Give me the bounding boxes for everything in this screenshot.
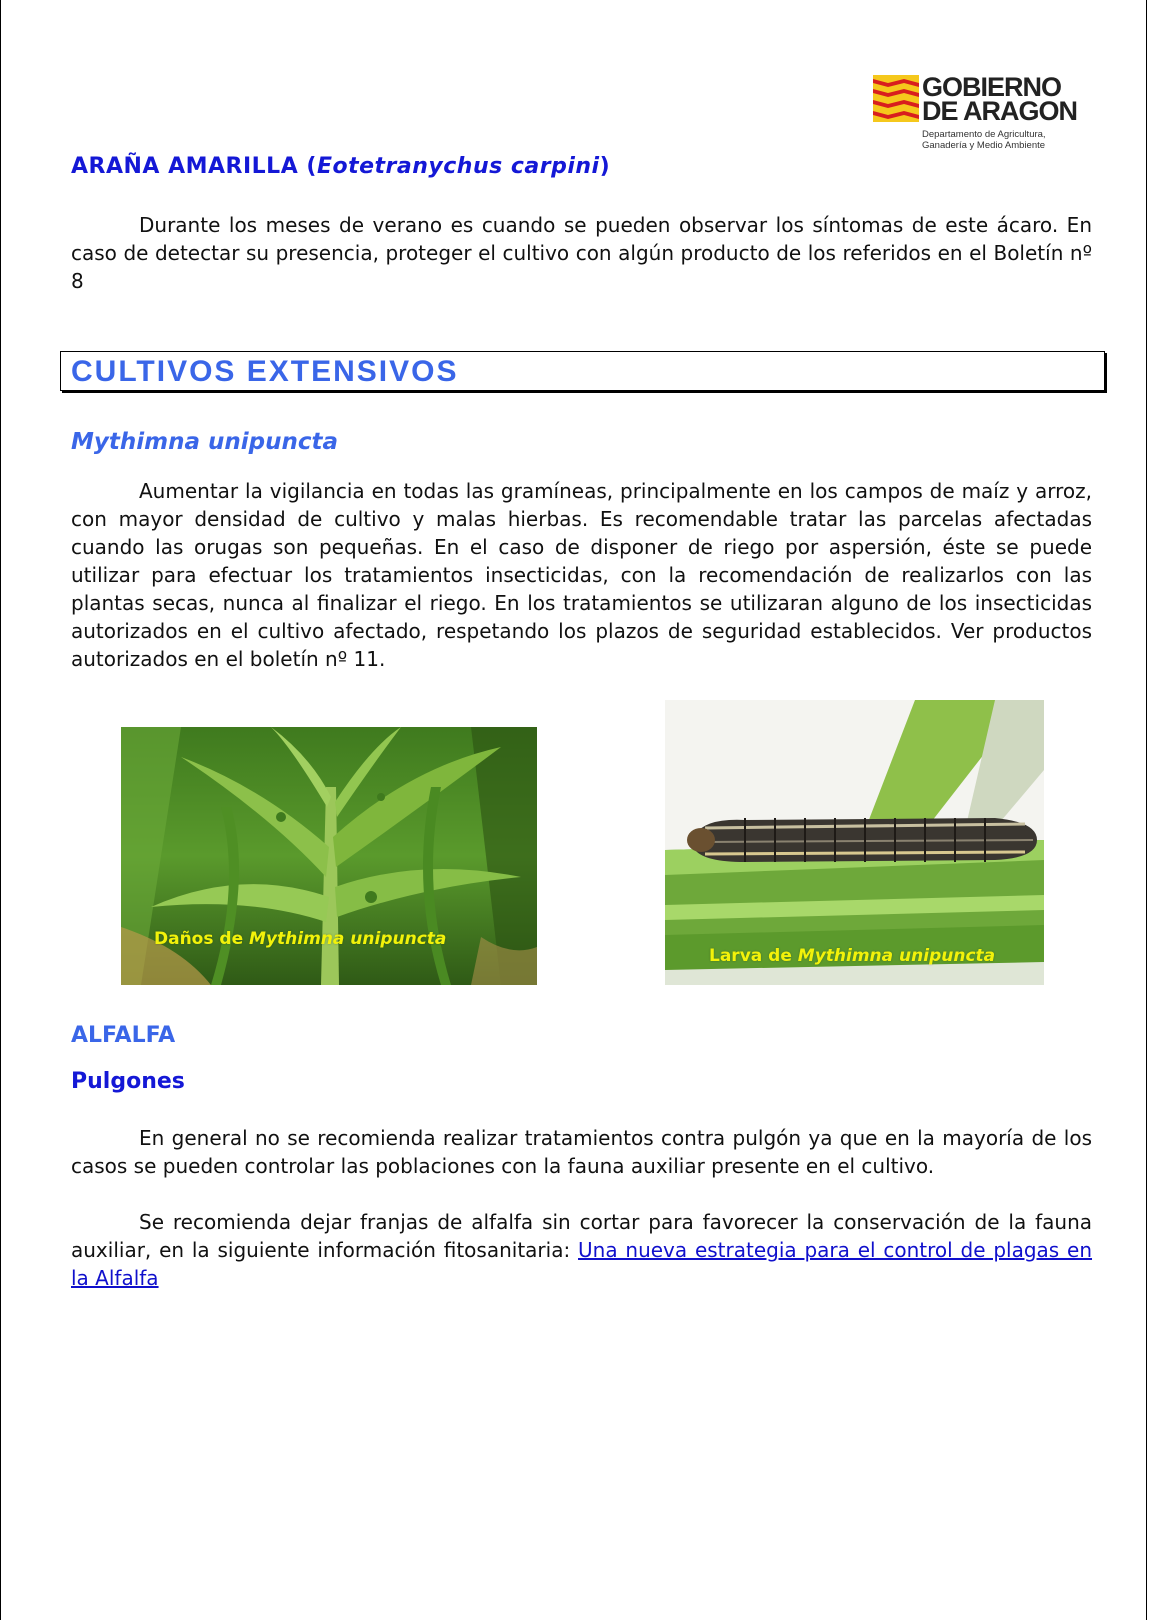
- logo-text-line1: GOBIERNO: [922, 72, 1062, 102]
- aragon-flag-icon: [873, 75, 919, 122]
- alfalfa-strategy-link[interactable]: Una nueva estrategia para el control de plagas en la Alfalfa: [71, 1238, 1093, 1290]
- photo-mythimna-damage: [121, 727, 537, 985]
- photo2-caption-prefix: Larva de: [709, 946, 798, 966]
- mythimna-heading: Mythimna unipuncta: [71, 429, 338, 455]
- arana-amarilla-heading: [71, 154, 610, 179]
- alfalfa-heading: ALFALFA: [71, 1023, 176, 1048]
- logo-text-line2: DE ARAGON: [922, 96, 1078, 126]
- logo-department-line1: Departamento de Agricultura,: [922, 129, 1046, 140]
- pulgones-paragraph: En general no se recomienda realizar tratamientos contra pulgón ya que en la mayoría de los casos se pueden controlar las poblaciones con la fauna auxiliar presente en el cultivo.: [71, 1126, 1092, 1178]
- photo1-caption-prefix: Daños de: [154, 929, 250, 949]
- photo2-caption: [709, 946, 995, 966]
- arana-heading-prefix: ARAÑA AMARILLA (: [71, 154, 317, 179]
- franjas-paragraph: [71, 1208, 1092, 1292]
- section-banner-title: CULTIVOS EXTENSIVOS: [71, 355, 459, 388]
- larva-image: [665, 700, 1044, 985]
- arana-heading-suffix: ): [599, 154, 611, 179]
- arana-heading-species: Eotetranychus carpini: [316, 154, 600, 179]
- photo-mythimna-larva: [665, 700, 1044, 985]
- pulgones-heading: Pulgones: [71, 1069, 185, 1094]
- photo1-caption-species: Mythimna unipuncta: [249, 929, 447, 949]
- section-banner: [60, 351, 1105, 391]
- gobierno-aragon-logo: [872, 72, 1090, 156]
- mythimna-paragraph: Aumentar la vigilancia en todas las gramíneas, principalmente en los campos de maíz y arroz, con mayor densidad de cultivo y malas hierbas. Es recomendable tratar las parcelas afectadas cuando las orugas son pequeñas. En el caso de disponer de riego por aspersión, éste se puede utilizar para efectuar los tratamientos insecticidas, con la recomendación de realizarlos con las plantas secas, nunca al finalizar el riego. En los tratamientos se utilizaran alguno de los insecticidas autorizados en el cultivo afectado, respetando los plazos de seguridad establecidos. Ver productos autorizados en el boletín nº 11.: [71, 479, 1092, 671]
- photo2-caption-species: Mythimna unipuncta: [797, 946, 996, 966]
- arana-paragraph: Durante los meses de verano es cuando se pueden observar los síntomas de este ácaro. En caso de detectar su presencia, proteger el cultivo con algún producto de los referidos en el Boletín nº 8: [71, 213, 1092, 293]
- photo1-caption: [154, 929, 446, 949]
- logo-department-line2: Ganadería y Medio Ambiente: [922, 140, 1046, 151]
- franjas-paragraph-text: Se recomienda dejar franjas de alfalfa sin cortar para favorecer la conservación de la fauna auxiliar, en la siguiente información fitosanitaria:: [71, 1210, 1092, 1262]
